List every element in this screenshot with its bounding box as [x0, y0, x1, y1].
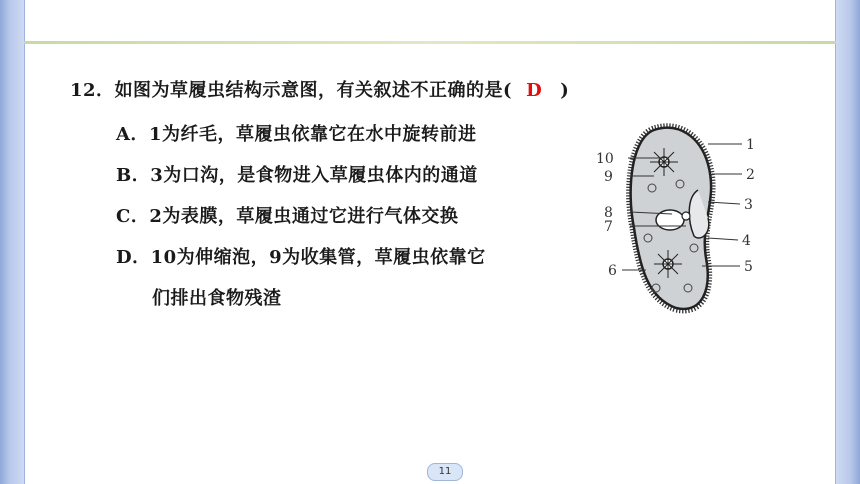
- option-label: B．: [116, 165, 151, 186]
- diagram-label-10: 10: [596, 151, 614, 167]
- option-b: [116, 161, 478, 187]
- diagram-label-4: 4: [742, 233, 751, 249]
- option-a: [116, 120, 477, 146]
- option-d-continuation: 们排出食物残渣: [152, 288, 282, 309]
- header-rule: [24, 41, 836, 44]
- page-number-badge: 11: [427, 463, 463, 481]
- paramecium-diagram: [590, 118, 770, 318]
- option-label: A．: [116, 124, 149, 145]
- diagram-label-5: 5: [744, 259, 753, 275]
- answer-mark: D: [526, 80, 543, 101]
- question-stem: [70, 76, 569, 102]
- diagram-label-3: 3: [744, 197, 753, 213]
- question-text: 如图为草履虫结构示意图，有关叙述不正确的是(: [114, 80, 513, 101]
- question-close: ): [560, 80, 570, 101]
- diagram-label-7: 7: [604, 219, 613, 235]
- diagram-label-2: 2: [746, 167, 755, 183]
- option-label: C．: [116, 206, 150, 227]
- option-d: [116, 243, 486, 269]
- micronucleus: [682, 212, 690, 220]
- option-text: 1为纤毛，草履虫依靠它在水中旋转前进: [148, 124, 477, 145]
- diagram-label-8: 8: [604, 205, 613, 221]
- left-side-bar: [0, 0, 25, 484]
- option-label: D．: [116, 247, 151, 268]
- diagram-label-9: 9: [604, 169, 613, 185]
- question-number: 12．: [70, 80, 115, 101]
- contractile-vacuole-top: [650, 148, 678, 176]
- diagram-label-6: 6: [608, 263, 617, 279]
- diagram-label-1: 1: [746, 137, 755, 153]
- option-text: 10为伸缩泡，9为收集管，草履虫依靠它: [150, 247, 486, 268]
- right-side-bar: [835, 0, 860, 484]
- option-c: [116, 202, 458, 228]
- option-text: 2为表膜，草履虫通过它进行气体交换: [149, 206, 459, 227]
- contractile-vacuole-bottom: [654, 250, 682, 278]
- option-text: 3为口沟，是食物进入草履虫体内的通道: [150, 165, 478, 186]
